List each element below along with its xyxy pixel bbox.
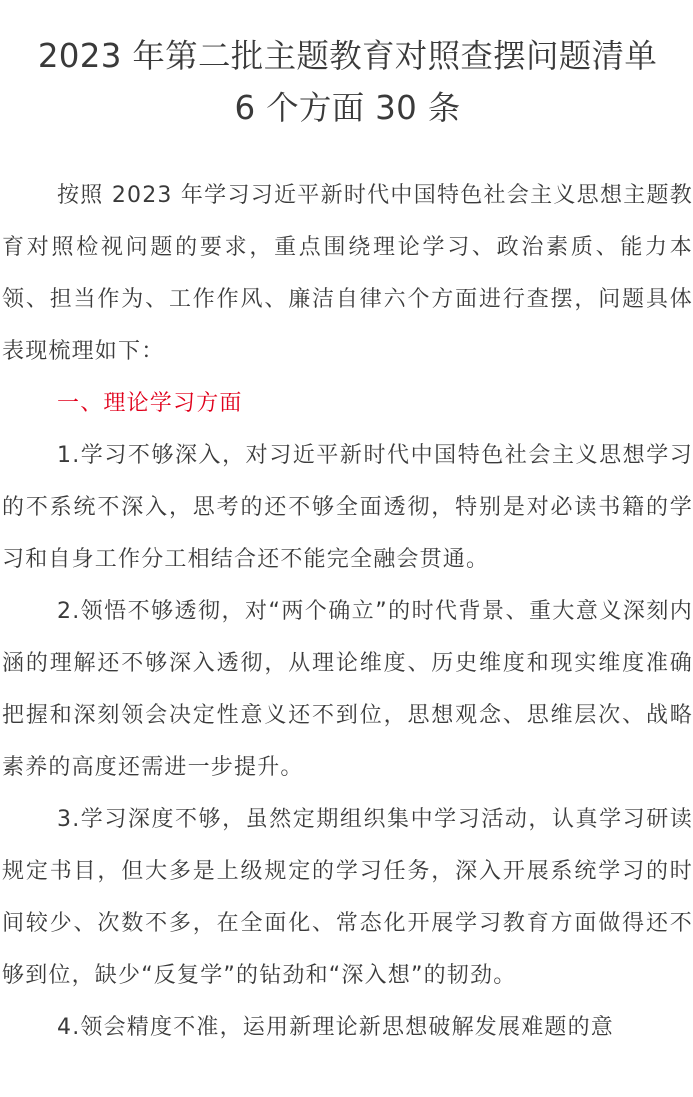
- section-heading-theory-study: 一、理论学习方面: [57, 391, 243, 416]
- document-body: [2, 170, 693, 1054]
- issue-item-1: 1.学习不够深入，对习近平新时代中国特色社会主义思想学习的不系统不深入，思考的还不够全面透彻，特别是对必读书籍的学习和自身工作分工相结合还不能完全融会贯通。: [2, 443, 693, 572]
- issue-item-3: 3.学习深度不够，虽然定期组织集中学习活动，认真学习研读规定书目，但大多是上级规定的学习任务，深入开展系统学习的时间较少、次数不多，在全面化、常态化开展学习教育方面做得还不够到位，缺少“反复学”的钻劲和“深入想”的韧劲。: [2, 807, 693, 988]
- title-line-1: 2023 年第二批主题教育对照查摆问题清单: [37, 37, 658, 75]
- document-title: [2, 0, 693, 134]
- title-line-2: 6 个方面 30 条: [234, 89, 461, 127]
- issue-item-4: 4.领会精度不准，运用新理论新思想破解发展难题的意: [57, 1015, 614, 1040]
- intro-paragraph: 按照 2023 年学习习近平新时代中国特色社会主义思想主题教育对照检视问题的要求，重点围绕理论学习、政治素质、能力本领、担当作为、工作作风、廉洁自律六个方面进行查摆，问题具体表现梳理如下：: [2, 183, 693, 364]
- issue-item-2: 2.领悟不够透彻，对“两个确立”的时代背景、重大意义深刻内涵的理解还不够深入透彻，从理论维度、历史维度和现实维度准确把握和深刻领会决定性意义还不到位，思想观念、思维层次、战略素养的高度还需进一步提升。: [2, 599, 693, 780]
